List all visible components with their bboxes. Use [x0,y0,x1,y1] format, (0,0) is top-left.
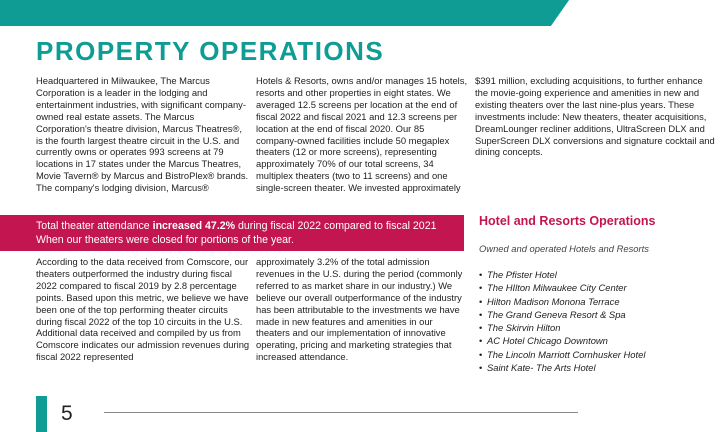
hotels-section-title: Hotel and Resorts Operations [479,214,656,228]
page-title: PROPERTY OPERATIONS [36,36,385,66]
page-number: 5 [61,402,73,425]
comscore-paragraph-2: Additional data received and compiled by us from Comscore indicates our admission revenues during fiscal 2022 represented [36,327,250,363]
header-bar [0,0,720,26]
comscore-paragraph-1: According to the data received from Comscore, our theaters outperformed the industry during fiscal 2022 compared to fiscal 2019 by 2.8 percentage points. Based upon this metric, we believe we have been one of the top performing theater circuits during fiscal 2022 of the top 10 circuits in the U.S. [36,256,249,327]
comscore-column-1 [36,256,250,363]
intro-column-1: Headquartered in Milwaukee, The Marcus Corporation is a leader in the lodging and entertainment industries, with significant company-owned real estate assets. The Marcus Corporation's theatre division, Marcus Theatres®, is the fourth largest theatre circuit in the U.S. and currently owns or operates 993 screens at 79 locations in 17 states under the Marcus Theatres, Movie Tavern® by Marcus and BistroPlex® brands. The company's lodging division, Marcus® [36,75,249,194]
hotels-section-subtitle: Owned and operated Hotels and Resorts [479,243,649,254]
comscore-column-2: approximately 3.2% of the total admission revenues in the U.S. during the period (commonly referred to as market share in our industry.) We believe our overall outperformance of the industry has been attributable to the investments we have made in new features and amenities in our theaters and our implementation of innovative operating, pricing and marketing strategies that increased attendance. [256,256,463,363]
footer-divider [104,412,578,413]
hotel-item: • Hilton Madison Monona Terrace [479,295,715,308]
hotel-item: • The Skirvin Hilton [479,321,715,334]
intro-column-2: Hotels & Resorts, owns and/or manages 15 hotels, resorts and other properties in eight states. We averaged 12.5 screens per location at the end of fiscal 2022 and fiscal 2021 and 12.3 screens per location at the end of fiscal 2020. Our 85 company-owned facilities include 50 megaplex theaters (12 or more screens), representing approximately 70% of our total screens, 34 multiplex theaters (two to 11 screens) and one single-screen theater. We invested approximately [256,75,468,194]
hotel-item: • The Pfister Hotel [479,268,715,281]
hotel-item: • Saint Kate- The Arts Hotel [479,361,715,374]
hotel-item: • The Lincoln Marriott Cornhusker Hotel [479,348,715,361]
page-number-bar [36,396,47,432]
header-stripe [551,0,720,26]
highlight-text-after: during fiscal 2022 compared to fiscal 2021 When our theaters were closed for portions of the year. [36,220,437,246]
highlight-text-bold: increased 47.2% [152,220,236,232]
attendance-highlight-banner [0,215,464,251]
hotel-item: • The Grand Geneva Resort & Spa [479,308,715,321]
hotel-item: • AC Hotel Chicago Downtown [479,334,715,347]
highlight-text-before: Total theater attendance [36,220,153,232]
hotel-item: • The HIlton Milwaukee City Center [479,281,715,294]
hotels-list [479,268,715,374]
intro-column-3: $391 million, excluding acquisitions, to further enhance the movie-going experience and amenities in new and existing theaters over the last nine-plus years. These investments include: New theaters, theater acquisitions, DreamLounger recliner additions, UltraScreen DLX and SuperScreen DLX conversions and signature cocktail and dining concepts. [475,75,715,158]
